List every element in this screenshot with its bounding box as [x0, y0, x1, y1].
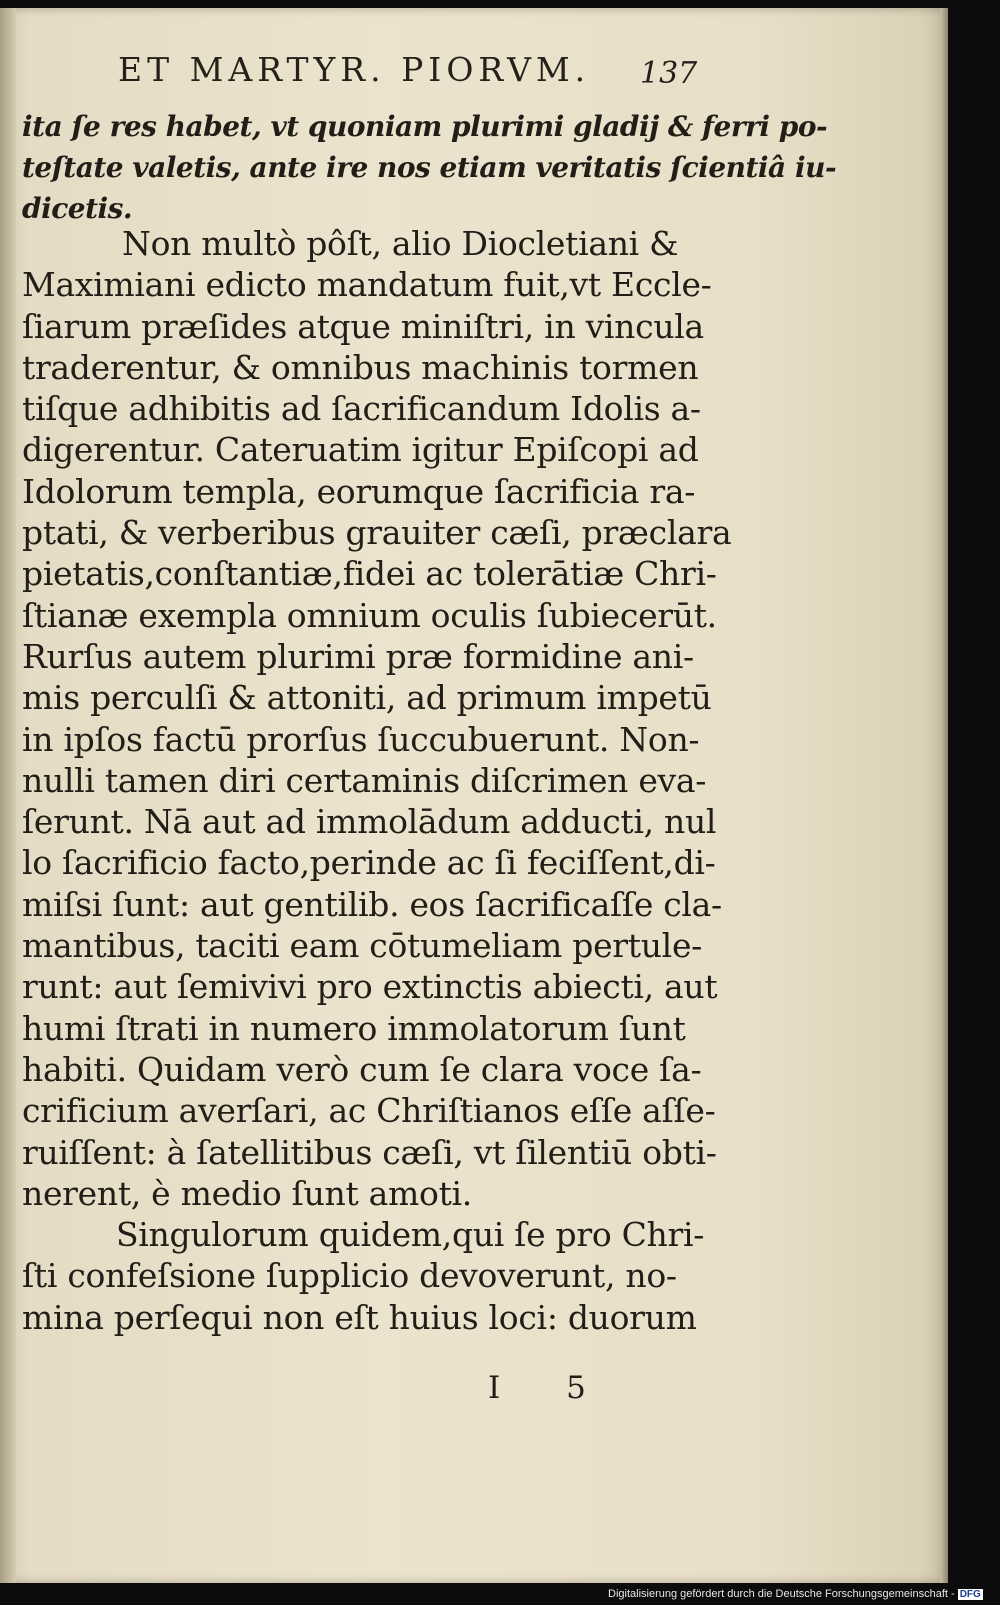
text-line: ſtianæ exempla omnium oculis ſubiecerūt.: [22, 595, 717, 635]
text-line: Non multò pôſt, alio Diocletiani &: [122, 224, 679, 263]
text-line: Idolorum templa, eorumque ſacrificia ra-: [22, 471, 696, 511]
text-line: ſerunt. Nā aut ad immolādum adducti, nul: [22, 802, 717, 842]
text-line: dicetis.: [22, 192, 133, 225]
text-line: lo ſacrificio facto,perinde ac ſi feciſſent,di-: [22, 843, 716, 883]
text-line: ſti confeſsione ſupplicio devoverunt, no-: [22, 1256, 677, 1296]
text-line: runt: aut ſemivivi pro extinctis abiecti, aut: [22, 967, 718, 1007]
page-gutter: [0, 8, 16, 1583]
text-line: mis perculſi & attoniti, ad primum impetū: [22, 678, 712, 718]
text-line: nulli tamen diri certaminis diſcrimen eva-: [22, 760, 707, 800]
text-line: Singulorum quidem,qui ſe pro Chri-: [116, 1215, 705, 1255]
page-number: 137: [640, 56, 698, 91]
text-line: habiti. Quidam verò cum ſe clara voce ſa-: [22, 1049, 702, 1089]
text-line: ſiarum præſides atque miniſtri, in vincula: [22, 306, 704, 346]
text-line: tiſque adhibitis ad ſacrificandum Idolis a-: [22, 389, 701, 429]
text-line: mantibus, taciti eam cōtumeliam pertule-: [22, 926, 703, 966]
text-line: ruiſſent: à ſatellitibus cæſi, vt ſilentiū obti-: [22, 1132, 717, 1172]
running-header: ET MARTYR. PIORVM.: [118, 50, 591, 89]
text-line: mina perſequi non eſt huius loci: duorum: [22, 1297, 697, 1337]
text-line: crificium averſari, ac Chriſtianos eſſe aſſe-: [22, 1091, 716, 1131]
page-edge: [940, 8, 948, 1583]
digitization-credit: [608, 1588, 983, 1604]
text-line: in ipſos factū prorſus ſuccubuerunt. Non-: [22, 719, 700, 759]
text-line: traderentur, & omnibus machinis tormen: [22, 347, 699, 387]
text-line: humi ſtrati in numero immolatorum ſunt: [22, 1008, 686, 1048]
credit-text: Digitalisierung gefördert durch die Deutsche Forschungsgemeinschaft -: [608, 1588, 955, 1600]
signature-mark: I 5: [488, 1370, 614, 1406]
body-text: [22, 223, 732, 1338]
text-line: ita ſe res habet, vt quoniam plurimi gladij & ferri po-: [22, 110, 828, 143]
text-line: nerent, è medio ſunt amoti.: [22, 1173, 472, 1213]
italic-passage: [22, 106, 837, 229]
book-page: [0, 8, 948, 1583]
text-line: Rurſus autem plurimi præ formidine ani-: [22, 636, 694, 676]
text-line: Maximiani edicto mandatum fuit,vt Eccle-: [22, 265, 712, 305]
text-line: miſsi ſunt: aut gentilib. eos ſacrificaſſe cla-: [22, 884, 722, 924]
dfg-logo: DFG: [959, 1589, 981, 1600]
text-line: digerentur. Cateruatim igitur Epiſcopi ad: [22, 430, 699, 470]
text-line: ptati, & verberibus grauiter cæſi, præclara: [22, 513, 732, 553]
text-line: pietatis,conſtantiæ,fidei ac tolerātiæ Chri-: [22, 554, 717, 594]
text-line: teſtate valetis, ante ire nos etiam veritatis ſcientiâ iu-: [22, 151, 837, 184]
